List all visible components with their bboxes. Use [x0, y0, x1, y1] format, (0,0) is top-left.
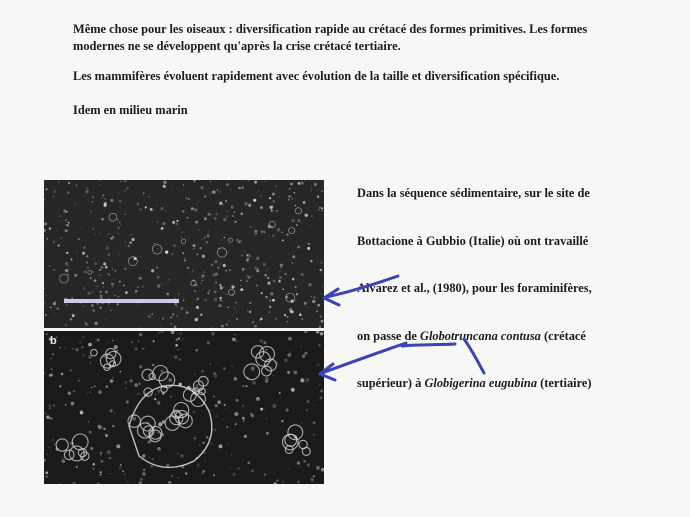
panel-b-label: b [50, 335, 57, 347]
arrow-to-panel-b-icon [322, 343, 406, 373]
caption-line-4-start: on passe de [357, 329, 420, 343]
caption-line-2: Bottacione à Gubbio (Italie) où ont travaillé [357, 234, 589, 248]
species-globotruncana: Globotruncana contusa [420, 329, 541, 343]
caption-line-1: Dans la séquence sédimentaire, sur le site de [357, 186, 590, 200]
caption-line-4-end: (crétacé [540, 329, 586, 343]
caption-line-3: Alvarez et al., (1980), pour les foraminifères, [357, 281, 592, 295]
paragraph-birds: Même chose pour les oiseaux : diversification rapide au crétacé des formes primitives. Les formes modernes ne se développent qu'après la crise crétacé tertiaire. [73, 22, 588, 53]
arrow-to-panel-a-icon [326, 276, 398, 297]
paragraph-mammals: Les mammifères évoluent rapidement avec évolution de la taille et diversification spécifique. [73, 69, 560, 83]
caption-line-5-end: (tertiaire) [537, 376, 592, 390]
species-globigerina: Globigerina eugubina [424, 376, 538, 390]
underline-globigerina-icon [464, 339, 484, 373]
paragraph-marine: Idem en milieu marin [73, 103, 188, 117]
caption-line-5-start: supérieur) à [357, 376, 425, 390]
underline-globotruncana-icon [402, 344, 455, 346]
